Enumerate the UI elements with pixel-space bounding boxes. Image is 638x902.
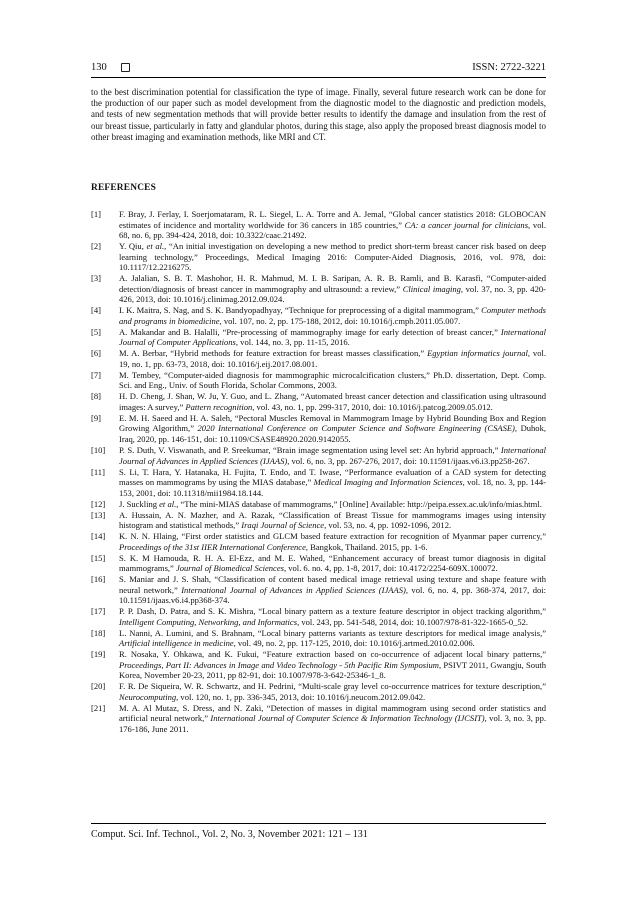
reference-item — [91, 681, 546, 702]
reference-number: [7] — [91, 369, 101, 380]
reference-authors-title: E. M. H. Saeed and H. A. Saleh, “Pectoral Muscles Removal in Mammogram Image by Hybrid Bounding Box and Region Growing Algorithm,” — [119, 412, 546, 434]
header-rule — [91, 77, 546, 78]
reference-details: , vol. 43, no. 1, pp. 299-317, 2010, doi: 10.1016/j.patcog.2009.05.012. — [252, 401, 493, 412]
reference-venue: Egyptian informatics journal — [427, 348, 528, 359]
reference-details: , vol. 68, no. 6, pp. 394-424, 2018, doi: 10.3322/caac.21492. — [119, 219, 546, 241]
reference-authors-title: A. Makandar and B. Halalli, “Pre-processing of mammography image for early detection of breast cancer,” — [119, 326, 501, 337]
reference-item — [91, 467, 546, 499]
reference-authors-title: P. S. Duth, V. Viswanath, and P. Sreekumar, “Brain image segmentation using level set: An hybrid approach,” — [119, 444, 501, 455]
reference-item — [91, 574, 546, 606]
reference-number: [17] — [91, 606, 106, 617]
reference-authors-title: M. A. Berbar, “Hybrid methods for feature extraction for breast masses classification,” — [119, 348, 428, 359]
reference-authors-title: H. D. Cheng, J. Shan, W. Ju, Y. Guo, and L. Zhang, “Automated breast cancer detection and classification using ultrasound images: A survey,” — [119, 391, 546, 412]
reference-venue: Neurocomputing — [119, 691, 177, 702]
reference-text — [119, 445, 546, 466]
reference-number: [20] — [91, 681, 106, 692]
reference-authors-title: M. Tembey, “Computer-aided diagnosis for mammographic microcalcification clusters,” Ph.D. dissertation, Dept. Comp. Sci. and Eng., Univ. of South Florida, Scholar Commons, 2003. — [119, 369, 546, 391]
reference-number: [4] — [91, 305, 101, 316]
reference-venue: International Journal of Advances in Applied Sciences (IJAAS) — [119, 444, 546, 466]
page-footer: Comput. Sci. Inf. Technol., Vol. 2, No. 3, November 2021: 121 – 131 — [91, 829, 368, 840]
reference-details: , vol. 6. no. 4, pp. 1-8, 2017, doi: 10.4172/2254-609X.100072. — [283, 563, 498, 574]
reference-item — [91, 628, 546, 649]
reference-item — [91, 348, 546, 369]
reference-text — [119, 273, 546, 305]
reference-text — [119, 510, 546, 531]
page-header — [91, 58, 546, 76]
reference-venue: et al. — [146, 241, 165, 252]
reference-number: [15] — [91, 552, 106, 563]
reference-item — [91, 241, 546, 273]
reference-text — [119, 574, 546, 606]
reference-text — [119, 531, 546, 552]
reference-authors-title: M. A. Al Mutaz, S. Dress, and N. Zaki, “Detection of masses in digital mammogram using second order statistics and artificial neural network,” — [119, 702, 546, 724]
reference-authors-title: P. P. Dash, D. Patra, and S. K. Mishra, “Local binary pattern as a texture feature descriptor in object tracking algorithm,” — [119, 606, 546, 617]
reference-venue: et al. — [159, 498, 177, 509]
reference-item — [91, 499, 546, 510]
reference-details: , vol. 243, pp. 541-548, 2014, doi: 10.1007/978-81-322-1665-0_52. — [297, 616, 529, 627]
reference-details: , “The mini-MIAS database of mammograms,” [Online] Available: http://peipa.essex.ac.uk/info/mias.html. — [176, 498, 542, 509]
issn-label: ISSN: 2722-3221 — [472, 61, 546, 73]
reference-item — [91, 273, 546, 305]
reference-text — [119, 348, 546, 369]
reference-details: , vol. 6, no. 4, pp. 368-374, 2017, doi: 10.11591/ijaas.v6.i4.pp368-374. — [119, 584, 546, 606]
reference-number: [6] — [91, 348, 101, 359]
reference-text — [119, 413, 546, 445]
reference-authors-title: K. N. N. Hlaing, “First order statistics and GLCM based feature extraction for recognition of Myanmar paper currency,” — [119, 531, 546, 542]
reference-item — [91, 445, 546, 466]
reference-authors-title: J. Suckling — [119, 498, 160, 509]
reference-authors-title: S. Maniar and J. S. Shah, “Classification of content based medical image retrieval using texture and shape feature with neural network,” — [119, 574, 546, 595]
reference-details: , Duhok, Iraq, 2020, pp. 146-151, doi: 10.1109/CSASE48920.2020.9142055. — [119, 423, 546, 444]
reference-number: [13] — [91, 509, 106, 520]
reference-item — [91, 531, 546, 552]
reference-details: , vol. 3, no. 3, pp. 176-186, June 2011. — [119, 713, 546, 734]
reference-authors-title: Y. Qiu, — [119, 241, 147, 252]
reference-venue: International Journal of Computer Applications — [119, 326, 546, 348]
reference-venue: Computer methods and programs in biomedicine — [119, 305, 547, 326]
reference-text — [119, 370, 546, 391]
reference-venue: Clinical imaging — [402, 283, 461, 294]
reference-list — [91, 209, 546, 735]
reference-details: , vol. 120, no. 1, pp. 336-345, 2013, doi: 10.1016/j.neucom.2012.09.042. — [176, 691, 426, 702]
reference-authors-title: F. Bray, J. Ferlay, I. Soerjomataram, R. L. Siegel, L. A. Torre and A. Jemal, “Global cancer statistics 2018: GLOBOCAN estimates of incidence and mortality worldwide for 36 cancers in 185 countries,” — [119, 209, 546, 230]
reference-details: , vol. 18, no. 3, pp. 144-153, 2001, doi: 10.11318/mii1984.18.144. — [119, 477, 546, 498]
reference-venue: Iraqi Journal of Science — [241, 520, 325, 531]
reference-details: , “An initial investigation on developing a new method to predict short-term breast cancer risk based on deep learning technology,” Proceedings, Medical Imaging 2016: Computer-Aided Diagnosis, 2016, vol. 978, doi: 10.1117/12.2216275. — [119, 241, 547, 273]
reference-authors-title: S. K. M Hamouda, R. H. A. El-Ezz, and M. E. Wahed, “Enhancement accuracy of breast tumor diagnosis in digital mammograms,” — [119, 552, 546, 574]
reference-venue: Pattern recognition — [185, 401, 253, 412]
reference-authors-title: S. Li, T. Hara, Y. Hatanaka, H. Fujita, T. Endo, and T. Iwase, “Performance evaluation of a CAD system for detecting masses on mammograms by using the MIAS database,” — [119, 466, 546, 488]
reference-item — [91, 510, 546, 531]
reference-text — [119, 467, 546, 499]
reference-item — [91, 305, 546, 326]
reference-number: [9] — [91, 412, 101, 423]
reference-item — [91, 391, 546, 412]
references-heading: REFERENCES — [91, 183, 157, 193]
page-number: 130 — [91, 61, 107, 73]
reference-details: , vol. 37, no. 3, pp. 420-426, 2013, doi: 10.1016/j.clinimag.2012.09.024. — [119, 283, 546, 305]
reference-details: , vol. 49, no. 2, pp. 117-125, 2010, doi: 10.1016/j.artmed.2010.02.006. — [233, 638, 475, 649]
reference-number: [2] — [91, 241, 101, 252]
reference-text — [119, 391, 546, 412]
reference-text — [119, 241, 546, 273]
square-box-icon — [121, 63, 130, 72]
reference-venue: Journal of Biomedical Sciences — [175, 563, 284, 574]
reference-number: [5] — [91, 326, 101, 337]
reference-venue: International Journal of Advances in Applied Sciences (IJAAS) — [181, 584, 406, 595]
reference-number: [14] — [91, 531, 106, 542]
reference-venue: Proceedings of the 31st IIER International Conference — [119, 541, 306, 552]
reference-details: , vol. 107, no. 2, pp. 175-188, 2012, doi: 10.1016/j.cmpb.2011.05.007. — [219, 315, 461, 326]
reference-number: [21] — [91, 702, 106, 713]
reference-authors-title: R. Nosaka, Y. Ohkawa, and K. Fukui, “Feature extraction based on co-occurrence of adjacent local binary patterns,” — [119, 649, 546, 660]
reference-authors-title: F. R. De Siqueira, W. R. Schwartz, and H. Pedrini, “Multi-scale gray level co-occurrence matrices for texture description,” — [119, 681, 546, 692]
reference-details: , vol. 144, no. 3, pp. 11-15, 2016. — [235, 337, 350, 348]
reference-item — [91, 703, 546, 735]
reference-item — [91, 413, 546, 445]
reference-authors-title: A. Jalalian, S. B. T. Mashohor, H. R. Mahmud, M. I. B. Saripan, A. R. B. Ramli, and B. Karasfi, “Computer-aided detection/diagnosis of breast cancer in mammography and ultrasound: a review,” — [119, 273, 546, 294]
reference-number: [3] — [91, 273, 101, 284]
reference-text — [119, 628, 546, 649]
reference-venue: CA: a cancer journal for clinicians — [404, 219, 529, 230]
reference-authors-title: L. Nanni, A. Lumini, and S. Brahnam, “Local binary patterns variants as texture descriptors for medical image analysis,” — [119, 627, 546, 638]
reference-item — [91, 370, 546, 391]
reference-text — [119, 499, 546, 510]
reference-details: , vol. 53, no. 4, pp. 1092-1096, 2012. — [324, 520, 452, 531]
reference-number: [12] — [91, 498, 106, 509]
reference-details: , vol. 6, no. 3, pp. 267-276, 2017, doi: 10.11591/ijaas.v6.i3.pp258-267. — [287, 455, 530, 466]
reference-number: [18] — [91, 627, 106, 638]
reference-text — [119, 703, 546, 735]
reference-number: [1] — [91, 209, 101, 219]
reference-venue: Intelligent Computing, Networking, and Informatics — [119, 616, 298, 627]
reference-item — [91, 209, 546, 241]
reference-number: [16] — [91, 574, 106, 585]
footer-rule — [91, 823, 546, 824]
reference-authors-title: A. Hussain, A. N. Mazher, and A. Razak, “Classification of Breast Tissue for mammograms images using intensity histogram and statistical methods,” — [119, 509, 546, 531]
reference-text — [119, 606, 546, 627]
reference-text — [119, 327, 546, 348]
reference-item — [91, 327, 546, 348]
reference-details: , Bangkok, Thailand. 2015, pp. 1-6. — [305, 541, 428, 552]
reference-authors-title: I. K. Maitra, S. Nag, and S. K. Bandyopadhyay, “Technique for preprocessing of a digital mammogram,” — [119, 305, 482, 316]
conclusion-paragraph: to the best discrimination potential for classification the type of image. Finally, several future research work can be done for the production of our paper such as model development from the diagnostic model to the diagnostic and prediction models, and tests of new segmentation methods that will provide better results to identify the damage and insulation from the rest of our breast tissue, particularly in fatty and glandular photos, during this stage, also apply the proposed breast diagnosis model to other breast imaging and examination methods, like MRI and CT. — [91, 87, 546, 142]
reference-details: , vol. 19, no. 1, pp. 63-73, 2018, doi: 10.1016/j.eij.2017.08.001. — [119, 348, 546, 369]
reference-text — [119, 681, 546, 702]
reference-text — [119, 209, 546, 241]
reference-number: [11] — [91, 466, 105, 477]
reference-venue: 2020 International Conference on Computer Science and Software Engineering (CSASE) — [197, 423, 515, 434]
reference-venue: Proceedings, Part II: Advances in Image and Video Technology - 5th Pacific Rim Symposium — [119, 659, 439, 670]
reference-item — [91, 606, 546, 627]
reference-details: , PSIVT 2011, Gwangju, South Korea, November 20-23, 2011, pp 82-91, doi: 10.1007/978-3-642-25346-1_8. — [119, 659, 546, 681]
reference-text — [119, 649, 546, 681]
reference-text — [119, 553, 546, 574]
reference-number: [19] — [91, 649, 106, 660]
reference-number: [10] — [91, 444, 106, 455]
reference-venue: International Journal of Computer Science & Information Technology (IJCSIT) — [210, 713, 485, 724]
reference-item — [91, 649, 546, 681]
reference-number: [8] — [91, 391, 101, 402]
reference-item — [91, 553, 546, 574]
reference-venue: Artificial intelligence in medicine — [119, 638, 234, 649]
reference-venue: Medical Imaging and Information Sciences — [313, 477, 463, 488]
reference-text — [119, 305, 546, 326]
